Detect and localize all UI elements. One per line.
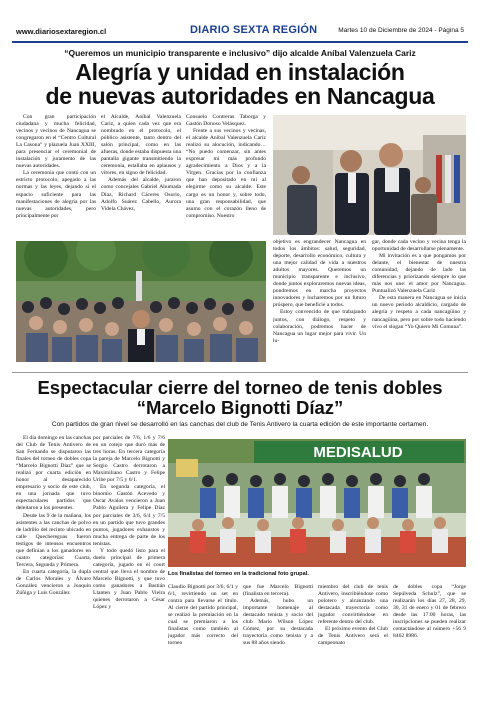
article2-column-3 [168,584,238,704]
paragraph: De esta manera en Nancagua se inicia un nuevo periodo alcaldicio, cargado de alegría y respeto a cada nancagüino y nancagüina, pero por sobre todo haciendo vivo el slogan “Yo Quiero Mi Comuna”. [372,295,466,330]
paragraph: Estoy convencido de que trabajando juntos, con diálogo, respeto y colaboración, podremos hacer de Nancagua un lugar mejor para vivir. Un lu- [273,309,366,344]
article-divider [12,372,468,373]
paragraph: el Alcalde, Aníbal Valenzuela Cariz, a quien cada vez que era nombrado en el protocolo, el público asistente, tanto dentro del salón principal, como en las afueras, donde estaba dispuesta una pantalla gigante transmitiendo la ceremonia, estallaba en aplausos y vítores, en signo de felicidad. [101,114,181,177]
article1-column-1 [16,114,96,239]
paragraph: miembro del club de tenis Antivero, inscribiéndose como polotero y alcanzando una destacada trayectoria como jugador convirtiéndose en referente dentro del club. [318,584,388,626]
site-url[interactable]: www.diariosextaregion.cl [16,27,107,36]
paragraph: Mi invitación es a que pongamos por delante, el bienestar de nuestra comunidad, dejando de lado las diferencias y priorizando siempre lo que más nos une: el amor por Nancagua. Puntualizó Valenzuela Cariz [372,253,466,295]
article1-headline [12,60,468,108]
article2-headline [12,378,468,418]
paragraph: Además, hubo un importante homenaje al destacado tenista y socio del club Mario Wilson López Gómez, por su destacada trayectoria como tenista y a sus 88 años siendo [243,598,313,647]
ceremony-photo-image [273,115,466,235]
paragraph: En segunda categoría, el binomio Gastón Acevedo y Oscar Avalos vencieron a Juan Pablo Aguilera y Felipe Díaz por parciales de 3/6, 6/4 y 7/5 en un partido que tuvo grandes puntos, jugadores exhaustos y mucha entrega de parte de los tenistas. [93,484,165,547]
article2-headline-line1: Espectacular cierre del torneo de tenis dobles [37,377,443,398]
paragraph: Y todo quedó listo para el duelo principal de primera categoría, jugado en el court central que lleva el nombre de Marcelo Bignotti, y que tuvo como ganadores a Bastián Llanten y Juan Pablo Vieira quienes derrotaron a César López y [93,547,165,611]
paragraph: Además del alcalde, juraron como concejales Gabriel Ahumada Díaz, Richard Cáceres Osorio, Adolfo Suárez Cabello, Aurora Videla Chávez, [101,177,181,212]
article1-column-2 [101,114,181,239]
paragraph: Desde las 9 de la mañana, los asistentes a las canchas de polvo de ladrillo del recinto ubicado en calle Quechereguas fueron testigos de intensos encuentros que definían a los ganadores en cuatro categorías: Cuarta, Tercera, Segunda y Primera. [16,512,91,568]
masthead-rule [12,41,468,43]
article2-column-5 [318,584,388,704]
article1-kicker: “Queremos un municipio transparente e inclusivo” dijo alcalde Aníbal Valenzuela Cariz [64,48,416,58]
paragraph: gar, donde cada vecino y vecina tenga la oportunidad de desarrollarse plenamente. [372,239,466,253]
paragraph: Consuelo Contreras Taborga y Gastón Donoso Velásquez. [186,114,266,128]
paragraph: La ceremonia que contó con un estricto protocolo, apegado a las normas y las leyes, dejando sí el espacio suficiente para las manifestaciones de alegría por las nuevas autoridades, pero principalmente por [16,170,96,219]
article1-crowd-photo [16,241,266,362]
article1-column-5 [372,239,466,364]
article1-headline-line1: Alegría y unidad en instalación [75,59,405,85]
paragraph: En cuarta categoría, la dupla de Carlos Morales y Álvaro González vencieron a Joaquín Zúñiga y Luis González [16,568,91,597]
paragraph: de dobles copa “Jorge Sepúlveda Schulz”, que se realizarán los días 27, 28, 29, 30, 31 de enero y 01 de febrero desde las 17:00 horas, las inscripciones se pueden realizar contactándose al número +56 9 8462 8986. [393,584,466,640]
paragraph: Frente a sus vecinos y vecinas, el alcalde Aníbal Valenzuela Cariz realizó su alocución, indicando… “No puedo comenzar, sin antes expresar mi más profundo agradecimiento a Dios y a la Virgen. Gracias por la confianza que han depositado en mí al elegirme como su alcalde. Este cargo es un honor y, sobre todo, una gran responsabilidad, que asumo con el corazón lleno de compromiso. Nuestro [186,128,266,219]
article2-tennis-photo [168,439,466,567]
crowd-photo-image [16,241,266,362]
paragraph: Con gran participación ciudadana y mucha felicidad, vecinos y vecinos de Nancagua se congregaron en el “Centro Cultural La Casona” y plazuela Juan XXIII, para presenciar el ceremonial de instalación y juramento de las nuevas autoridades. [16,114,96,170]
article2-column-2 [93,435,165,705]
article2-column-1 [16,435,91,705]
article1-column-4 [273,239,366,364]
paragraph: por parciales de 7/6, 1/6 y 7/6 en un cotejo que duró más de tres horas. En tercera categoría la pareja de Marcelo Bignotti y Sergio Castro derrotaron a Maximiliano Castro y Felipe Uribe por 7/5 y 6/1. [93,435,165,484]
article2-column-6 [393,584,466,704]
paragraph: objetivo es engrandecer Nancagua en todos los ámbitos: salud, seguridad, deporte, desarrollo económico, cultura y una mejor calidad de vida a nuestros adultos mayores. Queremos un municipio transparente e inclusivo, donde juntos exploraremos nuevas ideas, pondremos en marcha proyectos innovadores y lucharemos por un futuro próspero, que beneficie a todos. [273,239,366,309]
article2-column-4 [243,584,313,704]
newspaper-name: DIARIO SEXTA REGIÓN [190,24,318,36]
tennis-photo-image [168,439,466,567]
issue-date: Martes 10 de Diciembre de 2024 - Página 5 [338,27,464,34]
paragraph: Claudio Bignotti por 3/6, 6/1 y 6/1, revirtiendo un set en contra para llevarse el título. Al cierre del partido principal, se realizó la premiación en la cual se premiaron a los finalistas como también al jugador más correcto del torneo [168,584,238,647]
photo-caption: Los finalistas del torneo en la tradicional foto grupal. [168,571,309,577]
article2-headline-line2: “Marcelo Bignotti Díaz” [136,397,344,418]
masthead [12,24,468,40]
article1-headline-line2: de nuevas autoridades en Nancagua [45,83,435,109]
article2-kicker: Con partidos de gran nivel se desarrolló en las canchas del club de Tenis Antivero la cuarta edición de este importante certamen. [51,421,429,428]
paragraph: que fue Marcelo Bignotti (finalista en tercera). [243,584,313,598]
article1-column-3 [186,114,266,239]
paragraph: El día domingo en las canchas del Club de Tenis Antivero de San Fernando se disputaron las finales del torneo de dobles copa “Marcelo Bignotti Díaz” que se realizó por cuarta edición en honor al desaparecido empresario y socio de este club, en una jornada que tuvo espectaculares partidos que deleitaron a los presentes. [16,435,91,512]
paragraph: El próximo evento del Club de Tenis Antivero será el campeonato [318,626,388,647]
article1-ceremony-photo [273,115,466,235]
sponsor-banner-text: MEDISALUD [313,444,403,461]
